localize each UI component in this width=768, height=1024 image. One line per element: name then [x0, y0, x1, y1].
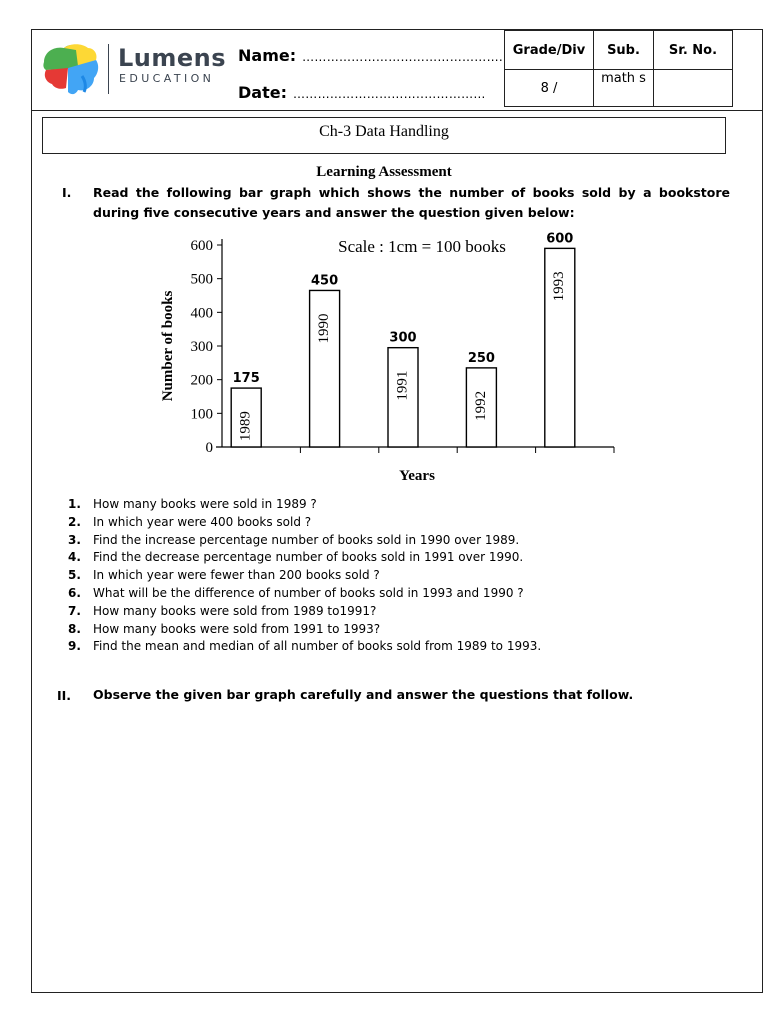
- question-text: Find the decrease percentage number of books sold in 1991 over 1990.: [93, 550, 524, 565]
- question-item: [68, 621, 541, 639]
- subject-value[interactable]: math s: [594, 70, 654, 107]
- bar-value-label: 450: [311, 273, 339, 289]
- y-tick-label: 500: [190, 271, 213, 288]
- question-text: How many books were sold in 1989 ?: [93, 497, 317, 511]
- bar-category-label: 1993: [551, 271, 568, 302]
- section1-numeral: I.: [62, 185, 72, 200]
- logo-divider: [108, 44, 109, 94]
- name-dots: ………………………………………….: [302, 50, 504, 64]
- question-number: 7.: [68, 603, 81, 618]
- chapter-title: Ch-3 Data Handling: [42, 117, 726, 154]
- name-field[interactable]: [238, 46, 503, 65]
- bar-chart: [150, 228, 630, 488]
- section2-numeral: II.: [57, 688, 72, 703]
- question-item: [68, 567, 541, 585]
- question-number: 4.: [68, 550, 81, 565]
- info-table: [504, 30, 733, 107]
- question-text: How many books were sold from 1991 to 1993?: [93, 621, 381, 636]
- question-number: 8.: [68, 621, 81, 636]
- bar-value-label: 250: [467, 350, 495, 366]
- grade-value[interactable]: 8 /: [505, 70, 594, 107]
- section2-instruction: Observe the given bar graph carefully and answer the questions that follow.: [93, 687, 634, 702]
- brand-name: Lumens: [118, 44, 227, 72]
- question-text: In which year were fewer than 200 books sold ?: [93, 568, 380, 583]
- question-item: [68, 638, 541, 656]
- bar-category-label: 1990: [316, 313, 333, 344]
- bar-category-label: 1989: [237, 411, 254, 442]
- name-label: Name:: [238, 46, 297, 65]
- date-label: Date:: [238, 83, 287, 102]
- question-text: What will be the difference of number of books sold in 1993 and 1990 ?: [93, 585, 524, 600]
- question-number: 5.: [68, 568, 81, 583]
- bar-value-label: 600: [546, 231, 574, 247]
- question-number: 6.: [68, 585, 81, 600]
- bar-category-label: 1991: [394, 370, 411, 401]
- x-axis-label: Years: [399, 468, 435, 484]
- bar-value-label: 300: [389, 330, 417, 346]
- question-text: Find the increase percentage number of books sold in 1990 over 1989.: [93, 532, 520, 547]
- question-text: In which year were 400 books sold ?: [93, 514, 312, 529]
- y-tick-label: 0: [205, 440, 213, 456]
- date-field[interactable]: [238, 83, 486, 102]
- y-tick-label: 100: [190, 406, 213, 423]
- serial-value[interactable]: [654, 70, 733, 107]
- bar-value-label: 175: [232, 371, 260, 387]
- assessment-title: Learning Assessment: [316, 164, 452, 180]
- y-axis-label: Number of books: [160, 290, 176, 402]
- bar-category-label: 1992: [472, 390, 489, 421]
- y-tick-label: 600: [190, 238, 213, 254]
- y-tick-label: 200: [190, 372, 213, 389]
- question-item: [68, 603, 541, 621]
- question-item: [68, 585, 541, 603]
- date-dots: …………………………..……………: [292, 87, 486, 101]
- question-number: 1.: [68, 497, 81, 511]
- question-item: [68, 532, 541, 550]
- subject-header: Sub.: [594, 31, 654, 70]
- y-tick-label: 300: [190, 339, 213, 355]
- y-tick-label: 400: [190, 305, 213, 322]
- question-number: 9.: [68, 639, 81, 654]
- question-list: [68, 496, 541, 656]
- chart-scale-title: Scale : 1cm = 100 books: [338, 237, 506, 256]
- header-divider: [31, 110, 763, 111]
- question-item: [68, 549, 541, 567]
- question-number: 2.: [68, 514, 81, 529]
- question-item: [68, 496, 541, 514]
- question-text: How many books were sold from 1989 to1991?: [93, 603, 377, 618]
- serial-header: Sr. No.: [654, 31, 733, 70]
- section1-instruction: Read the following bar graph which shows the number of books sold by a bookstore during five consecutive years and answer the question given below:: [93, 185, 730, 220]
- question-number: 3.: [68, 532, 81, 547]
- brand-subtitle: EDUCATION: [119, 72, 215, 85]
- question-item: [68, 514, 541, 532]
- question-text: Find the mean and median of all number of books sold from 1989 to 1993.: [93, 639, 542, 654]
- grade-header: Grade/Div: [505, 31, 594, 70]
